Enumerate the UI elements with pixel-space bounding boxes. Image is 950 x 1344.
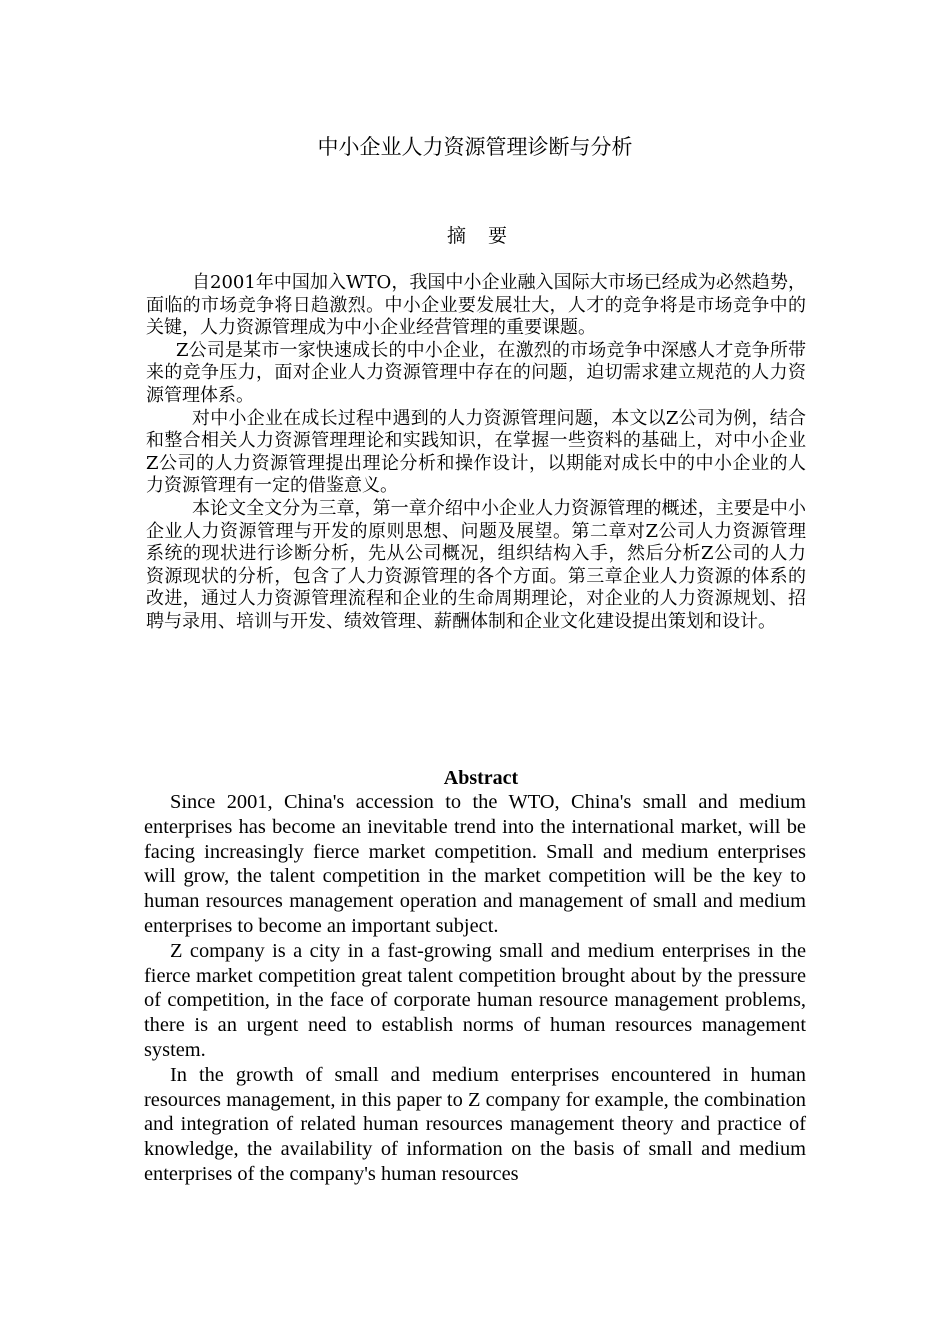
document-title: 中小企业人力资源管理诊断与分析	[317, 135, 633, 159]
abstract-cn-paragraph: 自2001年中国加入WTO，我国中小企业融入国际大市场已经成为必然趋势，面临的市场竞争将日趋激烈。中小企业要发展壮大，人才的竞争将是市场竞争中的关键，人力资源管理成为中小企业经营管理的重要课题。	[146, 272, 806, 339]
abstract-cn-paragraph: 本论文全文分为三章，第一章介绍中小企业人力资源管理的概述，主要是中小企业人力资源管理与开发的原则思想、问题及展望。第二章对Z公司人力资源管理系统的现状进行诊断分析，先从公司概况，组织结构入手，然后分析Z公司的人力资源现状的分析，包含了人力资源管理的各个方面。第三章企业人力资源的体系的改进，通过人力资源管理流程和企业的生命周期理论，对企业的人力资源规划、招聘与录用、培训与开发、绩效管理、薪酬体制和企业文化建设提出策划和设计。	[146, 497, 806, 632]
abstract-en-paragraph: Since 2001, China's accession to the WTO, China's small and medium enterprises has become an inevitable trend into the international market, will be facing increasingly fierce market competition. Small and medium enterprises will grow, the talent competition in the market competition will be the key to human resources management operation and management of small and medium enterprises to become an important subject.	[144, 791, 806, 937]
abstract-en-paragraph: In the growth of small and medium enterprises encountered in human resources management, in this paper to Z company for example, the combination and integration of related human resources management theory and practice of knowledge, the availability of information on the basis of small and medium enterprises of the company's human resources	[144, 1063, 806, 1185]
abstract-en-body	[144, 790, 806, 1187]
abstract-cn-heading: 摘 要	[446, 225, 516, 247]
abstract-en-paragraph: Z company is a city in a fast-growing small and medium enterprises in the fierce market competition great talent competition brought about by the pressure of competition, in the face of corporate human resource management problems, there is an urgent need to establish norms of human resources management system.	[144, 939, 806, 1061]
abstract-cn-paragraph: 对中小企业在成长过程中遇到的人力资源管理问题，本文以Z公司为例，结合和整合相关人力资源管理理论和实践知识，在掌握一些资料的基础上，对中小企业Z公司的人力资源管理提出理论分析和操作设计，以期能对成长中的中小企业的人力资源管理有一定的借鉴意义。	[146, 407, 806, 497]
abstract-cn-body	[146, 272, 806, 634]
abstract-en-heading: Abstract	[443, 767, 519, 789]
abstract-cn-paragraph: Z公司是某市一家快速成长的中小企业，在激烈的市场竞争中深感人才竞争所带来的竞争压力，面对企业人力资源管理中存在的问题，迫切需求建立规范的人力资源管理体系。	[146, 339, 806, 406]
